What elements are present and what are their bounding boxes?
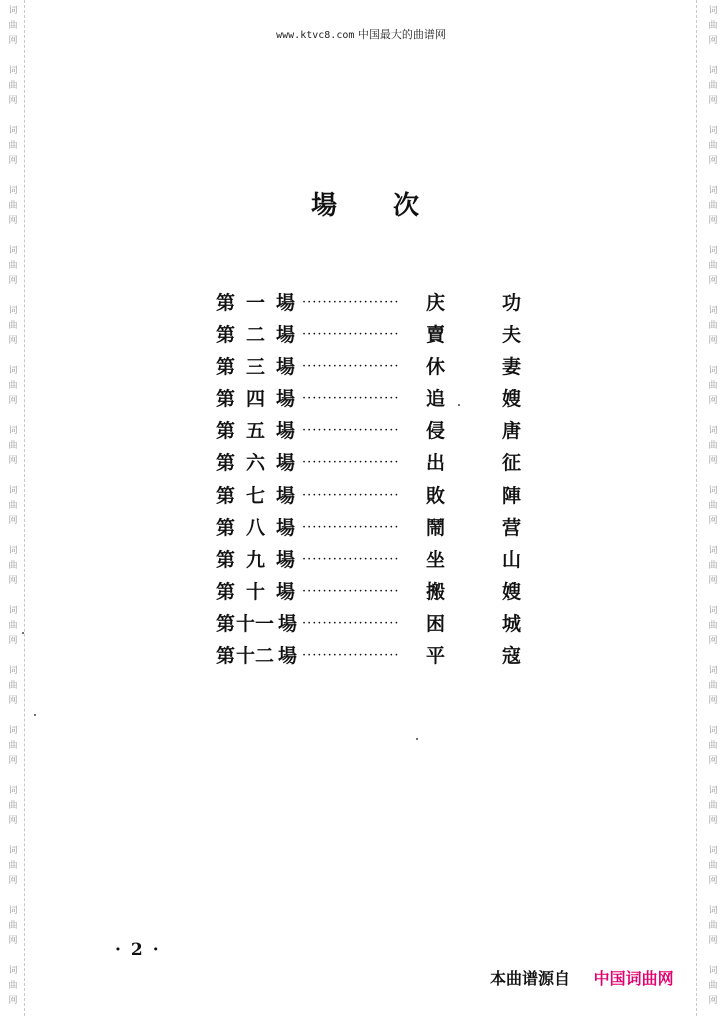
- watermark-char: 网: [8, 396, 18, 406]
- watermark-group: [6, 604, 20, 649]
- scene-title: [426, 416, 522, 446]
- watermark-char: 网: [8, 516, 18, 526]
- watermark-group: [706, 64, 720, 109]
- scene-label: [216, 448, 298, 478]
- right-watermark-column: [706, 0, 720, 1016]
- watermark-char: 词: [708, 6, 718, 16]
- toc-row: [214, 609, 522, 641]
- watermark-group: [706, 544, 720, 589]
- scene-char: 第: [216, 420, 236, 443]
- dot-leader: ···················: [302, 583, 400, 599]
- dot-leader: ···················: [302, 359, 400, 375]
- scene-char: 八: [246, 516, 266, 539]
- watermark-char: 曲: [8, 801, 18, 811]
- scene-title-char: 追: [426, 388, 446, 411]
- watermark-char: 曲: [8, 741, 18, 751]
- scene-char: 場: [276, 580, 296, 603]
- scene-title-char: 休: [426, 356, 446, 379]
- watermark-group: [706, 964, 720, 1009]
- scene-char: 場: [276, 516, 296, 539]
- watermark-char: 网: [708, 456, 718, 466]
- watermark-char: 曲: [708, 681, 718, 691]
- watermark-char: 词: [708, 966, 718, 976]
- scene-char: 十一: [236, 612, 275, 635]
- scene-title-char: 侵: [426, 420, 446, 443]
- scene-char: 第: [216, 452, 236, 475]
- scene-title: [426, 609, 522, 639]
- watermark-char: 词: [708, 906, 718, 916]
- scene-label: [216, 416, 298, 446]
- dot-leader: ···················: [302, 519, 400, 535]
- scene-char: 第: [216, 548, 236, 571]
- watermark-char: 曲: [708, 801, 718, 811]
- scene-char: 場: [276, 388, 296, 411]
- scene-label: [216, 513, 298, 543]
- scene-char: 六: [246, 452, 266, 475]
- watermark-char: 曲: [708, 201, 718, 211]
- watermark-char: 词: [708, 126, 718, 136]
- scene-title-char: 賣: [426, 324, 446, 347]
- scene-title-char: 敗: [426, 484, 446, 507]
- watermark-char: 曲: [708, 261, 718, 271]
- scene-label: [216, 352, 298, 382]
- page-title: [311, 185, 431, 221]
- watermark-char: 词: [8, 546, 18, 556]
- scene-title: [426, 448, 522, 478]
- watermark-char: 词: [8, 426, 18, 436]
- watermark-char: 网: [708, 576, 718, 586]
- scan-speck: [416, 738, 418, 740]
- watermark-group: [6, 664, 20, 709]
- watermark-group: [6, 184, 20, 229]
- watermark-group: [6, 844, 20, 889]
- watermark-char: 词: [8, 306, 18, 316]
- scene-label: [216, 641, 298, 671]
- toc-row: [214, 641, 522, 673]
- watermark-char: 网: [708, 696, 718, 706]
- dot-leader: ···················: [302, 615, 400, 631]
- watermark-char: 网: [8, 216, 18, 226]
- watermark-char: 词: [8, 66, 18, 76]
- watermark-char: 网: [708, 636, 718, 646]
- watermark-char: 网: [8, 576, 18, 586]
- watermark-group: [6, 304, 20, 349]
- watermark-char: 网: [8, 336, 18, 346]
- watermark-group: [706, 724, 720, 769]
- scene-char: 場: [278, 645, 298, 668]
- dot-leader: ···················: [302, 295, 400, 310]
- watermark-char: 曲: [708, 621, 718, 631]
- toc-row: [214, 416, 522, 448]
- page-number: ·2·: [115, 940, 169, 960]
- watermark-char: 曲: [708, 861, 718, 871]
- scene-title-char: 庆: [426, 292, 446, 314]
- watermark-group: [706, 124, 720, 169]
- scan-speck: [34, 714, 36, 716]
- watermark-group: [706, 844, 720, 889]
- watermark-group: [6, 724, 20, 769]
- watermark-char: 曲: [8, 981, 18, 991]
- scene-title-char: 寇: [502, 645, 522, 668]
- scene-char: 第: [216, 292, 236, 314]
- scene-label: [216, 609, 298, 639]
- header-site-name: 中国最大的曲谱网: [357, 28, 446, 41]
- watermark-char: 曲: [8, 921, 18, 931]
- watermark-char: 网: [708, 96, 718, 106]
- scene-char: 一: [246, 292, 266, 314]
- scene-char: 第: [216, 645, 236, 668]
- watermark-char: 词: [8, 6, 18, 16]
- watermark-char: 曲: [708, 741, 718, 751]
- watermark-char: 网: [8, 696, 18, 706]
- watermark-char: 词: [8, 906, 18, 916]
- watermark-group: [6, 904, 20, 949]
- watermark-char: 网: [8, 876, 18, 886]
- scene-char: 第: [216, 516, 236, 539]
- watermark-char: 词: [708, 486, 718, 496]
- scene-char: 場: [276, 324, 296, 347]
- scene-title-char: 坐: [426, 548, 446, 571]
- scene-title-char: 妻: [502, 356, 522, 379]
- scene-title-char: 出: [426, 452, 446, 475]
- watermark-char: 网: [708, 156, 718, 166]
- watermark-char: 曲: [8, 501, 18, 511]
- watermark-char: 网: [708, 756, 718, 766]
- scene-title: [426, 384, 522, 414]
- watermark-char: 曲: [708, 441, 718, 451]
- watermark-char: 词: [8, 366, 18, 376]
- watermark-char: 网: [8, 936, 18, 946]
- toc-row: [214, 448, 522, 480]
- watermark-char: 曲: [708, 321, 718, 331]
- dot-leader: ···················: [302, 648, 400, 664]
- scene-char: 三: [246, 356, 266, 379]
- watermark-group: [706, 664, 720, 709]
- watermark-group: [706, 244, 720, 289]
- watermark-char: 曲: [8, 441, 18, 451]
- watermark-char: 网: [708, 216, 718, 226]
- scene-title: [426, 320, 522, 350]
- watermark-char: 网: [708, 936, 718, 946]
- left-watermark-column: [6, 0, 20, 1016]
- toc-row: [214, 513, 522, 545]
- scene-char: 第: [216, 388, 236, 411]
- watermark-char: 网: [8, 276, 18, 286]
- watermark-char: 词: [708, 606, 718, 616]
- scan-speck: [22, 632, 24, 634]
- watermark-char: 网: [708, 36, 718, 46]
- watermark-char: 词: [8, 486, 18, 496]
- dot-leader: ···················: [302, 455, 400, 471]
- scene-title-char: 夫: [502, 324, 522, 347]
- watermark-char: 曲: [708, 981, 718, 991]
- scene-title: [426, 545, 522, 575]
- dot-leader: ···················: [302, 423, 400, 439]
- scene-title-char: 平: [426, 645, 446, 668]
- scene-title: [426, 481, 522, 511]
- watermark-char: 曲: [8, 141, 18, 151]
- page-header: [0, 26, 722, 42]
- scene-char: 七: [246, 484, 266, 507]
- watermark-char: 网: [8, 816, 18, 826]
- watermark-char: 词: [708, 546, 718, 556]
- watermark-char: 曲: [8, 81, 18, 91]
- watermark-group: [706, 304, 720, 349]
- watermark-char: 曲: [708, 381, 718, 391]
- watermark-char: 网: [708, 336, 718, 346]
- title-char-left: 場: [311, 191, 338, 221]
- watermark-char: 曲: [708, 81, 718, 91]
- scene-title: [426, 513, 522, 543]
- dot-leader: ···················: [302, 391, 400, 407]
- scene-title-char: 搬: [426, 580, 446, 603]
- scene-label: [216, 545, 298, 575]
- scene-title: [426, 641, 522, 671]
- header-url: www.ktvc8.com: [276, 30, 355, 41]
- scene-title: [426, 352, 522, 382]
- scene-char: 第: [216, 324, 236, 347]
- watermark-group: [6, 64, 20, 109]
- scene-title-char: 山: [502, 548, 522, 571]
- dot-leader: ···················: [302, 551, 400, 567]
- scene-title-char: 鬧: [426, 516, 446, 539]
- scene-title-char: 城: [502, 612, 522, 635]
- scene-title-char: 唐: [502, 420, 522, 443]
- watermark-group: [6, 124, 20, 169]
- watermark-char: 网: [708, 276, 718, 286]
- toc-row: [214, 288, 522, 320]
- watermark-char: 词: [8, 126, 18, 136]
- title-char-right: 次: [393, 191, 420, 221]
- watermark-char: 词: [8, 186, 18, 196]
- watermark-group: [6, 244, 20, 289]
- toc-row: [214, 481, 522, 513]
- watermark-char: 词: [708, 186, 718, 196]
- watermark-char: 曲: [708, 501, 718, 511]
- watermark-group: [6, 424, 20, 469]
- watermark-char: 词: [708, 786, 718, 796]
- watermark-char: 曲: [708, 921, 718, 931]
- watermark-char: 网: [708, 876, 718, 886]
- watermark-char: 词: [708, 246, 718, 256]
- watermark-group: [6, 784, 20, 829]
- watermark-char: 词: [708, 66, 718, 76]
- scene-label: [216, 384, 298, 414]
- watermark-group: [706, 184, 720, 229]
- source-site: 中国词曲网: [593, 969, 674, 988]
- watermark-char: 词: [708, 306, 718, 316]
- watermark-char: 曲: [708, 561, 718, 571]
- watermark-char: 网: [8, 156, 18, 166]
- scene-char: 場: [276, 420, 296, 443]
- scene-char: 場: [276, 484, 296, 507]
- watermark-char: 网: [8, 756, 18, 766]
- watermark-char: 词: [8, 666, 18, 676]
- watermark-group: [706, 424, 720, 469]
- scene-char: 場: [276, 452, 296, 475]
- watermark-char: 曲: [8, 261, 18, 271]
- watermark-char: 曲: [8, 681, 18, 691]
- scene-title-char: 嫂: [502, 580, 522, 603]
- watermark-char: 曲: [708, 141, 718, 151]
- scene-title: [426, 288, 522, 318]
- watermark-char: 词: [8, 966, 18, 976]
- toc-row: [214, 352, 522, 384]
- watermark-char: 词: [8, 246, 18, 256]
- watermark-char: 词: [8, 846, 18, 856]
- scene-char: 第: [216, 580, 236, 603]
- watermark-group: [706, 364, 720, 409]
- scene-char: 場: [276, 548, 296, 571]
- watermark-char: 曲: [8, 201, 18, 211]
- scene-char: 九: [246, 548, 266, 571]
- watermark-char: 词: [8, 726, 18, 736]
- scene-title-char: 陣: [502, 484, 522, 507]
- watermark-char: 词: [708, 846, 718, 856]
- watermark-char: 网: [8, 996, 18, 1006]
- watermark-char: 词: [708, 666, 718, 676]
- watermark-char: 词: [8, 786, 18, 796]
- scene-label: [216, 288, 298, 318]
- watermark-char: 词: [708, 366, 718, 376]
- scene-label: [216, 320, 298, 350]
- watermark-char: 词: [708, 426, 718, 436]
- watermark-char: 曲: [8, 381, 18, 391]
- watermark-char: 曲: [8, 861, 18, 871]
- scene-title-char: 征: [502, 452, 522, 475]
- watermark-char: 词: [708, 726, 718, 736]
- watermark-char: 网: [708, 816, 718, 826]
- watermark-char: 网: [708, 516, 718, 526]
- scene-char: 場: [276, 356, 296, 379]
- scene-title-char: 困: [426, 612, 446, 635]
- watermark-group: [6, 964, 20, 1009]
- scene-char: 十: [246, 580, 266, 603]
- scene-title-char: 功: [502, 292, 522, 314]
- source-label: 本曲谱源自: [490, 969, 571, 988]
- toc-row: [214, 545, 522, 577]
- watermark-char: 网: [8, 456, 18, 466]
- scene-char: 第: [216, 356, 236, 379]
- toc-row: [214, 320, 522, 352]
- watermark-group: [706, 784, 720, 829]
- watermark-char: 曲: [8, 321, 18, 331]
- scene-label: [216, 481, 298, 511]
- watermark-group: [706, 484, 720, 529]
- scene-char: 場: [276, 292, 296, 314]
- scene-title: [426, 577, 522, 607]
- scene-char: 第: [216, 484, 236, 507]
- watermark-group: [706, 604, 720, 649]
- watermark-group: [706, 904, 720, 949]
- watermark-char: 曲: [8, 21, 18, 31]
- watermark-char: 网: [8, 636, 18, 646]
- watermark-char: 网: [8, 36, 18, 46]
- scan-speck: [458, 404, 460, 406]
- scene-char: 二: [246, 324, 266, 347]
- scene-char: 五: [246, 420, 266, 443]
- right-margin-guide: [696, 0, 697, 1016]
- watermark-group: [6, 364, 20, 409]
- watermark-char: 网: [8, 96, 18, 106]
- table-of-contents: [214, 288, 522, 673]
- scene-title-char: 营: [502, 516, 522, 539]
- dot-leader: ···················: [302, 487, 400, 503]
- scene-char: 十二: [236, 645, 275, 668]
- scene-char: 場: [278, 612, 298, 635]
- scene-char: 四: [246, 388, 266, 411]
- watermark-char: 曲: [8, 561, 18, 571]
- scene-title-char: 嫂: [502, 388, 522, 411]
- scene-label: [216, 577, 298, 607]
- watermark-char: 网: [708, 396, 718, 406]
- watermark-group: [6, 544, 20, 589]
- scene-char: 第: [216, 612, 236, 635]
- watermark-group: [6, 484, 20, 529]
- left-margin-guide: [24, 0, 25, 1016]
- watermark-char: 词: [8, 606, 18, 616]
- dot-leader: ···················: [302, 327, 400, 343]
- source-credit: [490, 966, 674, 989]
- toc-row: [214, 577, 522, 609]
- watermark-char: 网: [708, 996, 718, 1006]
- watermark-char: 曲: [8, 621, 18, 631]
- toc-row: [214, 384, 522, 416]
- watermark-char: 曲: [708, 21, 718, 31]
